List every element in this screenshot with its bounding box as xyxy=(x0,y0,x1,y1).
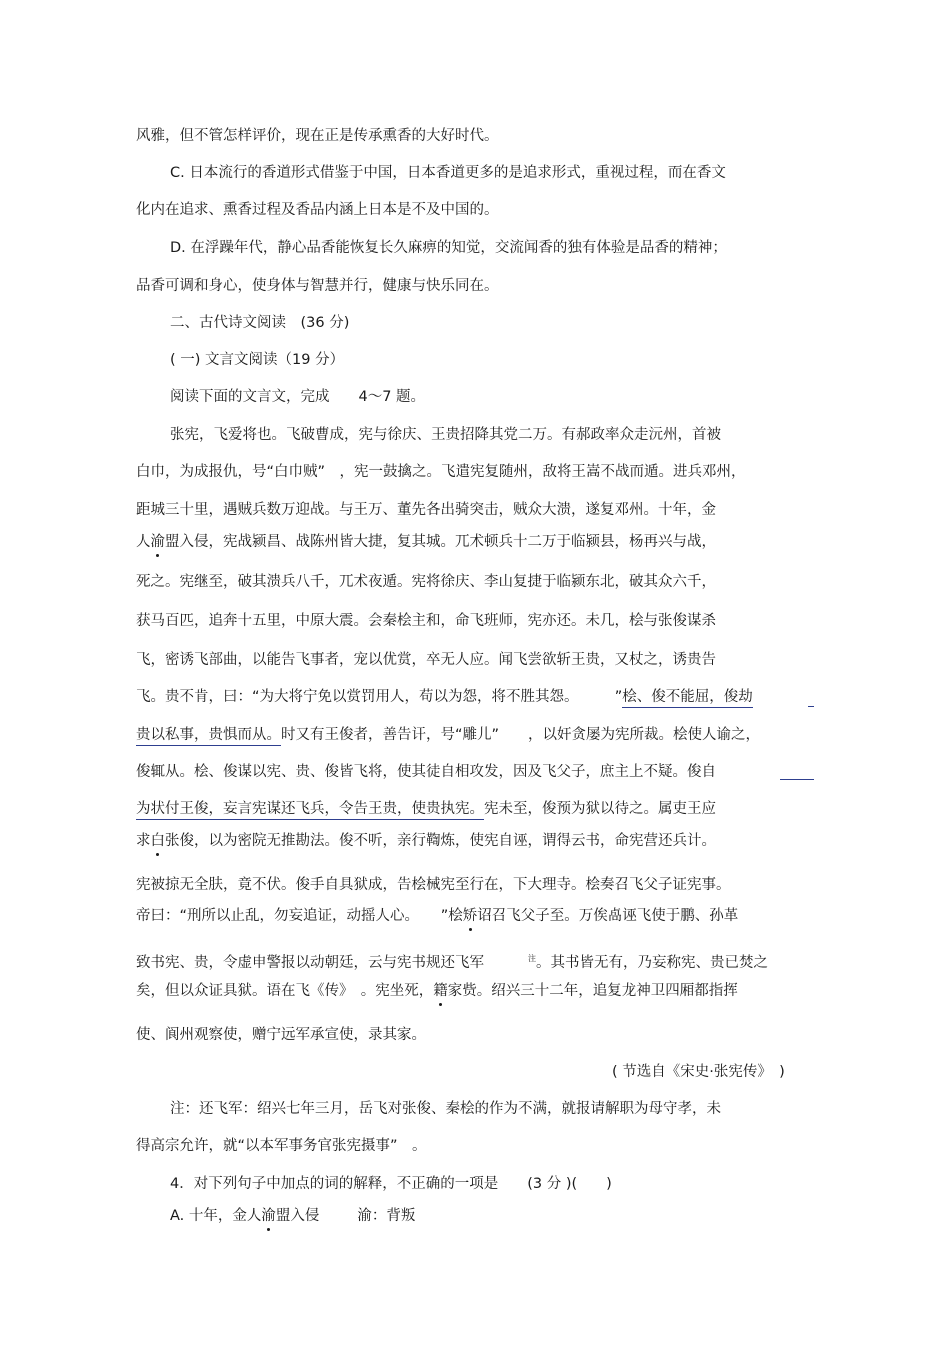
section2-title: 二、古代诗文阅读 (36 分) xyxy=(170,315,350,331)
option-c-line2: 化内在追求、熏香过程及香品内涵上日本是不及中国的。 xyxy=(136,202,499,218)
passage-line-6: 获马百匹，追奔十五里，中原大震。会秦桧主和，命飞班师，宪亦还。未几，桧与张俊谋杀 xyxy=(136,613,716,629)
dotted-word-ji: 籍 xyxy=(433,983,448,999)
dotted-word-yu: 渝 xyxy=(150,534,165,550)
underline-continuation xyxy=(808,706,814,707)
passage-line-17: 使、阆州观察使，赠宁远军承宣使，录其家。 xyxy=(136,1027,426,1043)
passage-line-14: 帝曰：“刑所以止乱，勿妄追证，动摇人心。 ”桧矫诏召飞父子至。万俟卨诬飞使于鹏、孙革 xyxy=(136,908,739,924)
passage-line-10: 俊辄从。桧、俊谋以宪、贵、俊皆飞将，使其徒自相攻发，因及飞父子，庶主上不疑。俊自 xyxy=(136,764,716,780)
dotted-word-yu-q: 渝 xyxy=(261,1208,276,1224)
source-citation: ( 节选自《宋史·张宪传》 ) xyxy=(612,1064,785,1080)
underline-sentence-b-lead xyxy=(780,779,814,780)
passage-line-5: 死之。宪继至，破其溃兵八千，兀术夜遁。宪将徐庆、李山复捷于临颍东北，破其众六千， xyxy=(136,574,716,590)
instruction: 阅读下面的文言文，完成 4～7 题。 xyxy=(170,389,426,405)
underlined-sentence-a-start: 桧、俊不能屈，俊劫 xyxy=(622,689,753,708)
option-b-tail: 风雅，但不管怎样评价，现在正是传承熏香的大好时代。 xyxy=(136,128,499,144)
passage-line-4: 人渝盟入侵，宪战颍昌、战陈州皆大捷，复其城。兀术顿兵十二万于临颍县，杨再兴与战， xyxy=(136,534,716,550)
passage-line-1: 张宪，飞爱将也。飞破曹成，宪与徐庆、王贵招降其党二万。有郝政率众走沅州，首被 xyxy=(170,427,721,443)
question4-stem: 4．对下列句子中加点的词的解释，不正确的一项是 (3 分 )( ) xyxy=(170,1176,612,1192)
underlined-sentence-a-end: 贵以私事，贵惧而从。 xyxy=(136,727,281,746)
option-d-line2: 品香可调和身心，使身体与智慧并行，健康与快乐同在。 xyxy=(136,278,499,294)
passage-line-12: 求白张俊，以为密院无推勘法。俊不听，亲行鞫炼，使宪自诬，谓得云书，命宪营还兵计。 xyxy=(136,833,716,849)
dotted-word-bai: 白 xyxy=(150,833,165,849)
passage-line-8: 飞。贵不肯，曰：“为大将宁免以赏罚用人，苟以为怨，将不胜其怨。 ”桧、俊不能屈，俊劫 xyxy=(136,687,753,707)
passage-line-16: 矣，但以众证具狱。语在飞《传》 。宪坐死，籍家赀。绍兴三十二年，追复龙神卫四厢都指挥 xyxy=(136,983,738,999)
passage-line-3: 距城三十里，遇贼兵数万迎战。与王万、董先各出骑突击，贼众大溃，遂复邓州。十年，金 xyxy=(136,502,716,518)
question4-option-a: A. 十年，金人渝盟入侵 渝：背叛 xyxy=(170,1208,416,1224)
passage-line-11: 为状付王俊，妄言宪谋还飞兵，令告王贵，使贵执宪。宪未至，俊预为狱以待之。属吏王应 xyxy=(136,799,716,819)
passage-line-9: 贵以私事，贵惧而从。时又有王俊者，善告讦，号“雕儿” ，以奸贪屡为宪所裁。桧使人谕之， xyxy=(136,725,760,745)
option-a-gloss: 渝：背叛 xyxy=(357,1208,416,1224)
note-line1: 注：还飞军：绍兴七年三月，岳飞对张俊、秦桧的作为不满，就报请解职为母守孝，未 xyxy=(170,1101,721,1117)
footnote-marker: 注 xyxy=(528,954,536,963)
passage-line-15: 致书宪、贵，令虚申警报以动朝廷，云与宪书规还飞军 $^注$。其书皆无有，乃妄称宪、贵已焚之 xyxy=(136,954,768,971)
dotted-word-jiao: 矫 xyxy=(462,908,478,924)
passage-line-13: 宪被掠无全肤，竟不伏。俊手自具狱成，告桧械宪至行在，下大理寺。桧奏召飞父子证宪事。 xyxy=(136,877,731,893)
underlined-sentence-b: 为状付王俊，妄言宪谋还飞兵，令告王贵，使贵执宪。 xyxy=(136,801,484,820)
subsection1-title: ( 一) 文言文阅读（19 分） xyxy=(170,352,345,368)
passage-line-7: 飞，密诱飞部曲，以能告飞事者，宠以优赏，卒无人应。闻飞尝欲斩王贵，又杖之，诱贵告 xyxy=(136,652,716,668)
option-d-line1: D. 在浮躁年代，静心品香能恢复长久麻痹的知觉，交流闻香的独有体验是品香的精神； xyxy=(170,240,727,256)
option-c-line1: C. 日本流行的香道形式借鉴于中国，日本香道更多的是追求形式，重视过程，而在香文 xyxy=(170,165,726,181)
passage-line-2: 白巾，为成报仇，号“白巾贼” ，宪一鼓擒之。飞遣宪复随州，敌将王嵩不战而遁。进兵邓州， xyxy=(136,464,746,480)
note-line2: 得高宗允许，就“以本军事务官张宪摄事” 。 xyxy=(136,1138,427,1154)
